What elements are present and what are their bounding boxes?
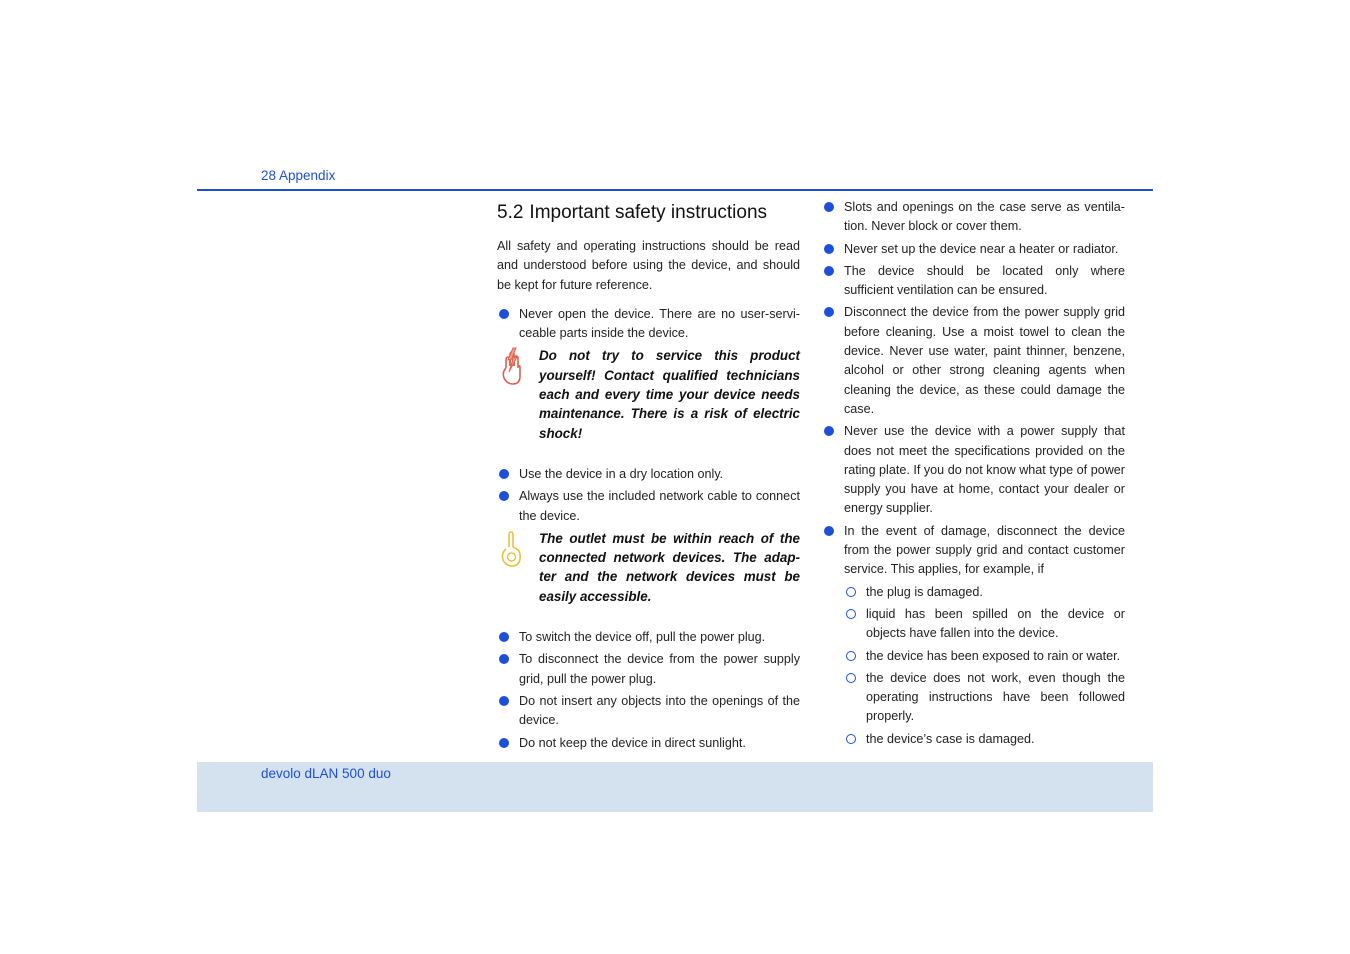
damage-cases-list	[844, 583, 1125, 749]
list-item: To switch the device off, pull the power plug.	[497, 628, 800, 647]
bullet-dot-icon	[824, 244, 834, 254]
section-title-text: Important safety instructions	[529, 202, 768, 223]
bullet-dot-icon	[499, 654, 509, 664]
list-item: The device should be located only where sufficient ventilation can be ensured.	[822, 262, 1125, 301]
bullet-dot-icon	[499, 309, 509, 319]
bullet-dot-icon	[824, 202, 834, 212]
sub-list-item: the device’s case is damaged.	[844, 730, 1125, 749]
left-column	[497, 198, 800, 756]
bullet-dot-icon	[499, 491, 509, 501]
right-column	[822, 198, 1125, 752]
safety-list-right	[822, 198, 1125, 749]
bullet-dot-icon	[824, 307, 834, 317]
list-item: Use the device in a dry location only.	[497, 465, 800, 484]
header-rule	[197, 189, 1153, 191]
warning-shock	[497, 346, 800, 442]
bullet-dot-icon	[499, 696, 509, 706]
sub-list-item: the plug is damaged.	[844, 583, 1125, 602]
bullet-ring-icon	[846, 651, 856, 661]
list-item: Always use the included network cable to connect the device.	[497, 487, 800, 526]
list-item: Never set up the device near a heater or radiator.	[822, 240, 1125, 259]
bullet-dot-icon	[499, 738, 509, 748]
sub-list-item: the device has been exposed to rain or water.	[844, 647, 1125, 666]
list-item: To disconnect the device from the power supply grid, pull the power plug.	[497, 650, 800, 689]
bullet-dot-icon	[499, 469, 509, 479]
safety-list-left-1	[497, 305, 800, 344]
section-number: 5.2	[497, 202, 524, 223]
sub-list-item: liquid has been spilled on the device or objects have fallen into the device.	[844, 605, 1125, 644]
page-header-label: 28 Appendix	[261, 168, 336, 183]
page-footer	[197, 762, 1153, 812]
list-item: In the event of damage, disconnect the device from the power supply grid and contact customer service. This applies, for example, if the plug is damaged. liquid has been spilled on the device or objects have fallen into the device. the device has been exposed to rain or water. the device does not work, even though the operating instructions have been followed properly. the device’s case is damaged.	[822, 522, 1125, 749]
list-item: Never use the device with a power supply that does not meet the specifications provided on the rating plate. If you do not know what type of power supply you have at home, contact your dealer or energy supplier.	[822, 422, 1125, 518]
warning-text: Do not try to service this product yourself! Contact qualified technicians each and every time your device needs maintenance. There is a risk of electric shock!	[539, 348, 800, 441]
bullet-dot-icon	[499, 632, 509, 642]
list-item: Never open the device. There are no user-servi-ceable parts inside the device.	[497, 305, 800, 344]
warning-outlet	[497, 529, 800, 606]
hint-hand-icon	[497, 529, 527, 571]
safety-list-left-3	[497, 628, 800, 753]
bullet-dot-icon	[824, 266, 834, 276]
list-item: Do not insert any objects into the openings of the device.	[497, 692, 800, 731]
bullet-ring-icon	[846, 587, 856, 597]
bullet-ring-icon	[846, 734, 856, 744]
warning-text: The outlet must be within reach of the connected network devices. The adap-ter and the network devices must be easily accessible.	[539, 530, 800, 604]
list-item: Slots and openings on the case serve as ventila-tion. Never block or cover them.	[822, 198, 1125, 237]
sub-list-item: the device does not work, even though the operating instructions have been followed properly.	[844, 669, 1125, 727]
bullet-dot-icon	[824, 526, 834, 536]
safety-list-left-2	[497, 465, 800, 526]
intro-paragraph: All safety and operating instructions should be read and understood before using the device, and should be kept for future reference.	[497, 239, 800, 292]
footer-product-label: devolo dLAN 500 duo	[261, 766, 391, 781]
bullet-ring-icon	[846, 673, 856, 683]
section-title	[497, 200, 800, 226]
bullet-dot-icon	[824, 426, 834, 436]
bullet-ring-icon	[846, 609, 856, 619]
lightning-hand-icon	[497, 346, 527, 388]
list-item: Disconnect the device from the power supply grid before cleaning. Use a moist towel to clean the device. Never use water, paint thinner, benzene, alcohol or other strong cleaning agents when cleaning the device, as these could damage the case.	[822, 303, 1125, 419]
list-item: Do not keep the device in direct sunlight.	[497, 734, 800, 753]
